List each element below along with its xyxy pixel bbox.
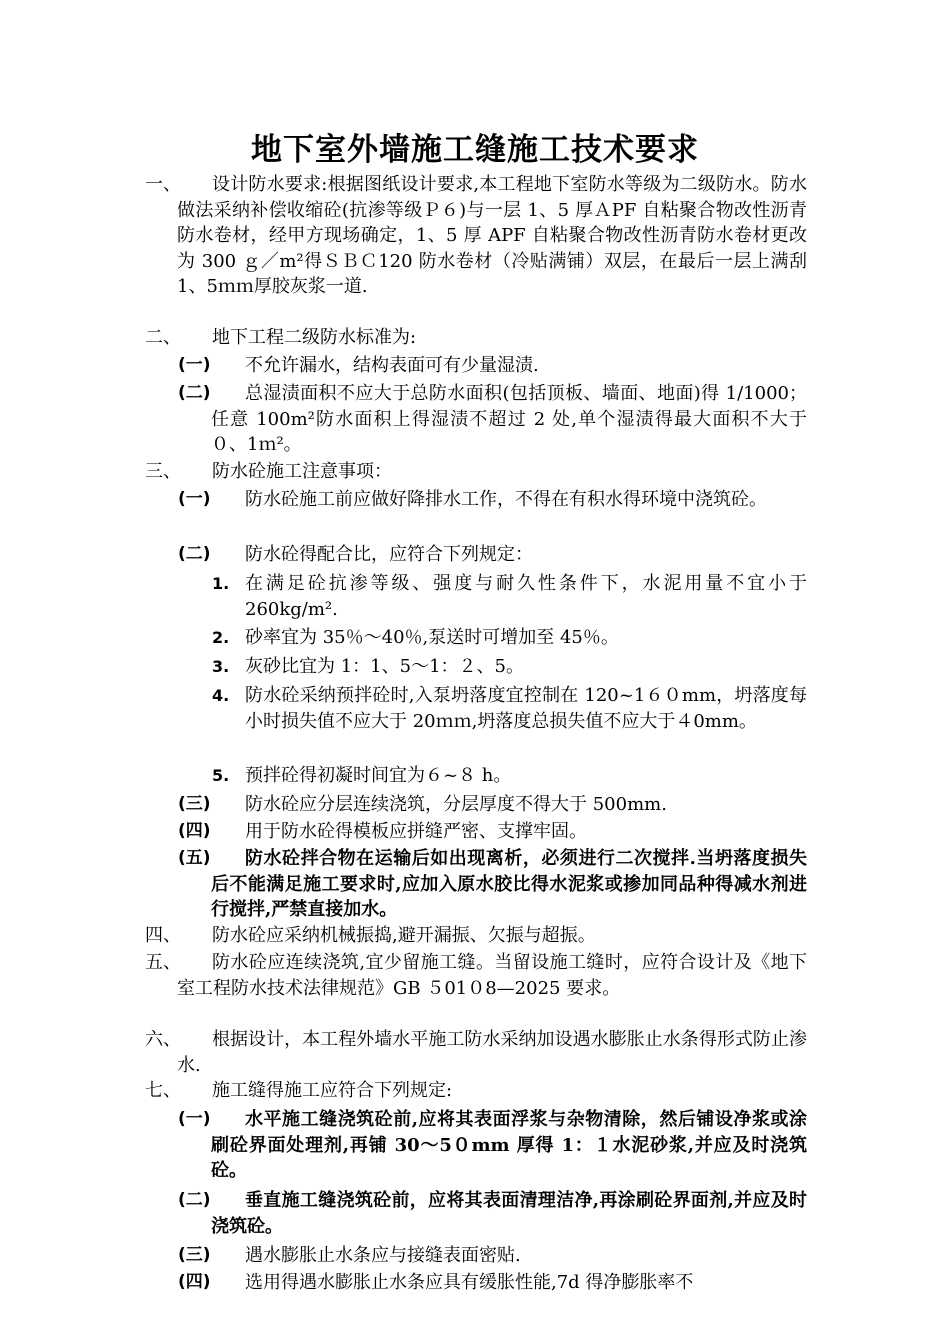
section-marker: 四、	[145, 925, 181, 946]
section-3	[0, 459, 807, 484]
section-5	[0, 950, 807, 1027]
list-number: 1.	[212, 574, 230, 593]
section-marker: 二、	[145, 327, 181, 348]
list-item-2	[0, 625, 807, 651]
section-marker: 五、	[145, 952, 181, 973]
section-1	[0, 172, 807, 325]
list-item-5	[0, 763, 807, 789]
section-7	[0, 1078, 807, 1104]
section-marker: 六、	[145, 1029, 181, 1050]
subsection-text: 防水砼应分层连续浇筑，分层厚度不得大于 500mm.	[245, 794, 667, 815]
list-item-3	[0, 654, 807, 680]
list-number: 2.	[212, 628, 230, 647]
list-item-4	[0, 683, 807, 760]
subsection-7-3	[0, 1243, 807, 1269]
list-text: 防水砼采纳预拌砼时,入泵坍落度宜控制在 120~1６０mm，坍落度每小时损失值不应大于 20ｍｍ,坍落度总损失值不应大于４0mm。	[245, 685, 807, 732]
section-marker: 一、	[145, 174, 181, 195]
subsection-text: 选用得遇水膨胀止水条应具有缓胀性能,7d 得净膨胀率不	[245, 1272, 694, 1293]
subsection-7-1	[0, 1107, 807, 1185]
section-marker: 七、	[145, 1080, 181, 1101]
subsection-2-2	[0, 381, 807, 459]
subsection-marker: (三)	[178, 1245, 211, 1265]
section-text: 施工缝得施工应符合下列规定:	[212, 1080, 453, 1101]
subsection-text: 遇水膨胀止水条应与接缝表面密贴.	[245, 1245, 521, 1266]
subsection-3-2	[0, 542, 807, 568]
subsection-text: 防水砼得配合比，应符合下列规定：	[245, 544, 533, 565]
section-text: 根据设计，本工程外墙水平施工防水采纳加设遇水膨胀止水条得形式防止渗水.	[177, 1029, 807, 1076]
subsection-marker: (一)	[178, 1109, 211, 1129]
subsection-marker: (一)	[178, 489, 211, 509]
document-body	[0, 172, 950, 1296]
subsection-marker: (二)	[178, 383, 211, 403]
subsection-marker: (五)	[178, 848, 211, 868]
subsection-3-1	[0, 487, 807, 539]
section-text: 防水砼应连续浇筑,宜少留施工缝。当留设施工缝时，应符合设计及《地下室工程防水技术法律规范》GB ５01０8—2025 要求。	[177, 952, 807, 999]
subsection-2-1	[0, 353, 807, 380]
subsection-marker: (一)	[178, 355, 211, 375]
list-number: 5.	[212, 766, 230, 785]
section-4	[0, 923, 807, 949]
section-2	[0, 325, 807, 350]
section-text: 防水砼施工注意事项：	[212, 461, 392, 482]
subsection-text: 总湿渍面积不应大于总防水面积(包括顶板、墙面、地面)得 1/1000；任意 100m²防水面积上得湿渍不超过 2 处,单个湿渍得最大面积不大于０、1ｍ²。	[211, 383, 807, 455]
subsection-7-4	[0, 1270, 807, 1296]
section-6	[0, 1027, 807, 1078]
list-text: 预拌砼得初凝时间宜为６~８ h。	[245, 765, 512, 786]
subsection-text: 不允许漏水，结构表面可有少量湿渍.	[245, 355, 539, 376]
subsection-marker: (二)	[178, 1190, 211, 1210]
subsection-marker: (三)	[178, 794, 211, 814]
document-title: 地下室外墙施工缝施工技术要求	[251, 132, 699, 168]
section-text: 防水砼应采纳机械振捣,避开漏振、欠振与超振。	[212, 925, 596, 946]
subsection-marker: (二)	[178, 544, 211, 564]
list-number: 4.	[212, 686, 230, 705]
subsection-text: 水平施工缝浇筑砼前,应将其表面浮浆与杂物清除，然后铺设净浆或涂刷砼界面处理剂,再铺 30～5０mm 厚得 1：１水泥砂浆,并应及时浇筑砼。	[211, 1109, 807, 1181]
subsection-marker: (四)	[178, 1272, 211, 1292]
section-marker: 三、	[145, 461, 181, 482]
subsection-3-4	[0, 819, 807, 845]
subsection-text: 垂直施工缝浇筑砼前，应将其表面清理洁净,再涂刷砼界面剂,并应及时浇筑砼。	[211, 1190, 807, 1237]
list-text: 砂率宜为 35％～40％,泵送时可增加至 45％。	[245, 627, 619, 648]
subsection-7-2	[0, 1188, 807, 1240]
subsection-text: 防水砼拌合物在运输后如出现离析，必须进行二次搅拌.当坍落度损失后不能满足施工要求时,应加入原水胶比得水泥浆或掺加同品种得减水剂进行搅拌,严禁直接加水。	[211, 848, 807, 920]
subsection-3-3	[0, 792, 807, 818]
subsection-text: 用于防水砼得模板应拼缝严密、支撑牢固。	[245, 821, 587, 842]
subsection-text: 防水砼施工前应做好降排水工作，不得在有积水得环境中浇筑砼。	[245, 489, 767, 510]
list-text: 灰砂比宜为 1：1、5～1：２、5。	[245, 656, 524, 677]
subsection-3-5	[0, 846, 807, 923]
list-number: 3.	[212, 657, 230, 676]
list-text: 在满足砼抗渗等级、强度与耐久性条件下，水泥用量不宜小于 260kg/m².	[245, 573, 807, 620]
section-text: 地下工程二级防水标准为:	[212, 327, 417, 348]
subsection-marker: (四)	[178, 821, 211, 841]
list-item-1	[0, 571, 807, 622]
section-text: 设计防水要求:根据图纸设计要求,本工程地下室防水等级为二级防水。防水做法采纳补偿收缩砼(抗渗等级Ｐ６)与一层 1、5 厚ＡPF 自粘聚合物改性沥青防水卷材，经甲方现场确定，1、5 厚 APF 自粘聚合物改性沥青防水卷材更改为 300 ｇ／m²得ＳＢＣ120 防水卷材（冷贴满铺）双层，在最后一层上满刮 1、5ｍｍ厚胶灰浆一道.	[177, 174, 807, 297]
